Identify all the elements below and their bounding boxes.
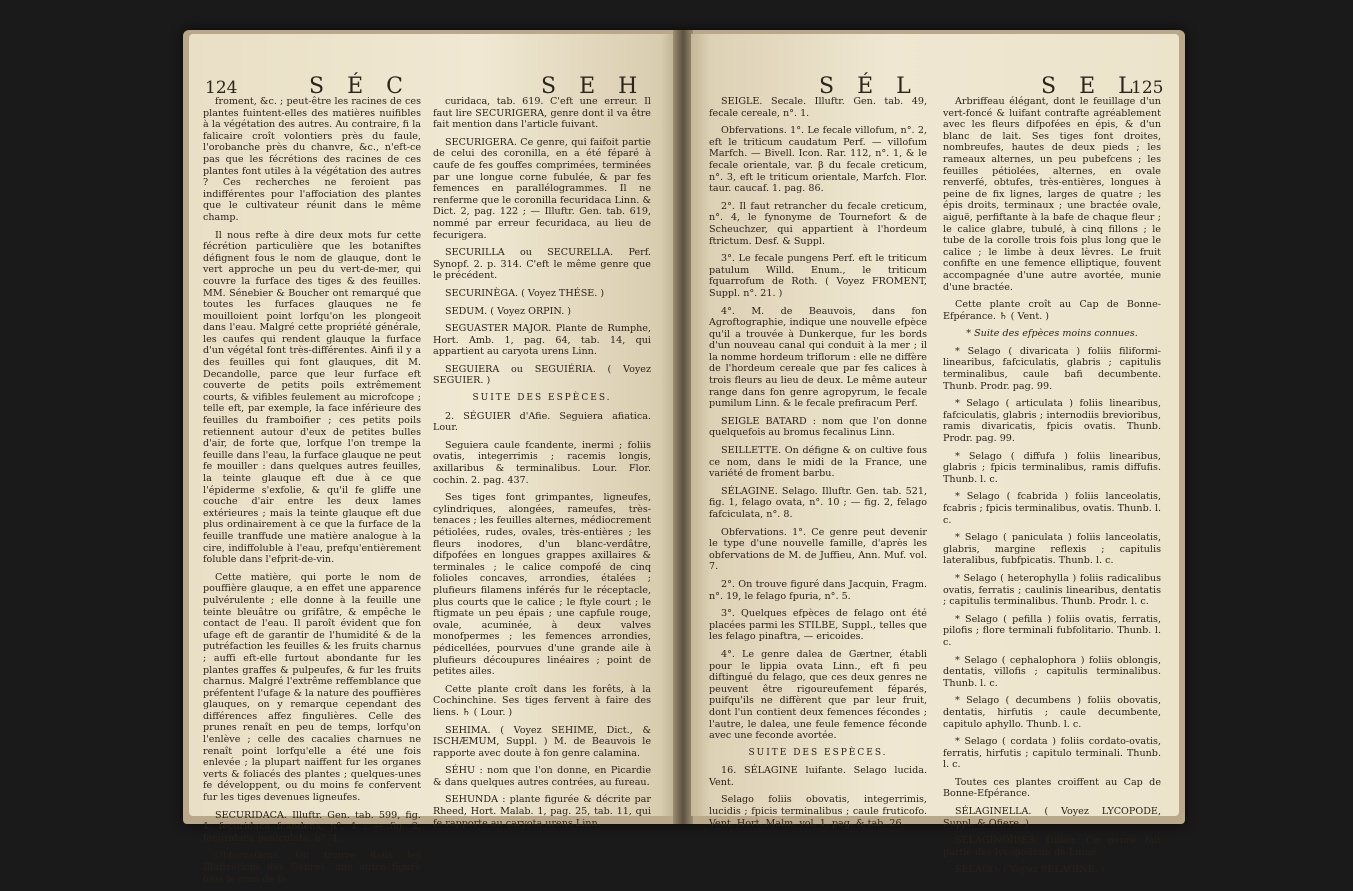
paragraph: SECURILLA ou SECURELLA. Perf. Synopf. 2. p. 314. C'eft le même genre que le précédent. bbox=[433, 247, 651, 282]
paragraph: * Suite des efpèces moins connues. bbox=[966, 328, 1138, 340]
paragraph: curidaca, tab. 619. C'eft une erreur. Il faut lire SECURIGERA, genre dont il va être fait mention dans l'article fuivant. bbox=[433, 96, 651, 131]
paragraph: Ses tiges font grimpantes, ligneufes, cylindriques, alongées, rameufes, très-tenaces ; les feuilles alternes, médiocrement pétiolées, rudes, ovales, très-entières ; les fleurs inodores, d'un blanc-verdâtre, difpofées en longues grappes axillaires & terminales ; le calice compofé de cinq folioles concaves, arrondies, étalées ; plufieurs filamens inférés fur le réceptacle, plus courts que le calice ; le ftyle court ; le ftigmate un peu épais ; une capfule rouge, ovale, acuminée, à deux valves monofpermes ; les femences arrondies, pédicellées, pourvues d'une grande aile à plufieurs découpures linéaires ; point de petites ailes. bbox=[433, 492, 651, 678]
paragraph: Cette matière, qui porte le nom de pouffière glauque, a en effet une apparence pulvérulente ; elle donne à la feuille une teinte bleuâtre ou grifâtre, & empêche le contact de l'eau. Il paroît évident que fon ufage eft de garantir de l'humidité & de la putréfaction les feuilles & les fruits charnus ; auffi eft-elle furtout abondante fur les plantes graffes & pulpeufes, & fur les fruits charnus. Malgré l'extrême reffemblance que préfentent l'ufage & la nature des pouffières glauques, on y remarque cependant des différences affez fingulières. Celle des prunes renaît en peu de temps, lorfqu'on l'enlève ; celle des cacalies charnues ne renaît point lorfqu'elle a été une fois enlevée ; la plupart naiffent fur les organes verts & foliacés des plantes ; quelques-unes fe développent, ou du moins fe confervent fur les tiges devenues ligneufes. bbox=[203, 571, 421, 804]
paragraph: Seguiera caule fcandente, inermi ; foliis ovatis, integerrimis ; racemis longis, axillaribus & terminalibus. Lour. Flor. cochin. 2. pag. 437. bbox=[433, 439, 651, 486]
left-header-left: S É C bbox=[309, 74, 411, 99]
paragraph: SÉHU : nom que l'on donne, en Picardie & dans quelques autres contrées, au fureau. bbox=[433, 765, 651, 788]
paragraph: SUITE DES ESPÈCES. bbox=[472, 393, 612, 404]
left-column-2 bbox=[433, 96, 651, 835]
paragraph: SÉLAGINELLA. ( Voyez LYCOPODE, Suppl. & Ofiere. ) bbox=[943, 806, 1161, 829]
paragraph: SÉLAGINOÏDES. Dillen. Ce genre fait partie des lycopodium de Linné. bbox=[943, 835, 1161, 858]
right-column-1 bbox=[709, 96, 927, 835]
paragraph: * Selago ( cordata ) foliis cordato-ovatis, ferratis, hirfutis ; capitulo terminali. Thunb. l. c. bbox=[943, 736, 1161, 771]
paragraph: SEIGLE. Secale. Illuftr. Gen. tab. 49, fecale cereale, n°. 1. bbox=[709, 96, 927, 119]
left-column-1 bbox=[203, 96, 421, 891]
left-page bbox=[189, 34, 675, 885]
paragraph: 2°. On trouve figuré dans Jacquin, Fragm. n°. 19, le felago fpuria, n°. 5. bbox=[709, 578, 927, 602]
paragraph: Arbriffeau élégant, dont le feuillage d'un vert-foncé & luifant contrafte agréablement avec les fleurs difpofées en épis, & d'un blanc de lait. Ses tiges font droites, nombreufes, hautes de deux pieds ; les rameaux alternes, un peu pubefcens ; les feuilles pétiolées, alternes, en ovale renverfé, obtufes, très-entières, longues à peine de fix lignes, larges de quatre ; les épis droits, terminaux ; une bractée ovale, aiguë, perfiftante à la bafe de chaque fleur ; le calice glabre, tubulé, à cinq fillons ; le tube de la corolle trois fois plus long que le calice ; le limbe à deux lèvres. Le fruit confifte en une femence elliptique, fouvent accompagnée d'une autre avortée, munie d'une bractée. bbox=[943, 96, 1161, 293]
right-page bbox=[691, 34, 1179, 876]
paragraph: SEILLETTE. On défigne & on cultive fous ce nom, dans le midi de la France, une variété de froment barbu. bbox=[709, 445, 927, 480]
paragraph: SEGUASTER MAJOR. Plante de Rumphe, Hort. Amb. 1, pag. 64, tab. 14, qui appartient au caryota urens Linn. bbox=[433, 323, 651, 358]
paragraph: 16. SÉLAGINE luifante. Selago lucida. Vent. bbox=[709, 765, 927, 788]
paragraph: Obfervations. 1°. Ce genre peut devenir le type d'une nouvelle famille, d'après les obfervations de M. de Juffieu, Ann. Muf. vol. 7. bbox=[709, 526, 927, 573]
right-header-left: S É L bbox=[819, 74, 919, 99]
paragraph: Obfervations. On trouve dans les Illuftrations des Genres, une autre figure fous le nom de fe- bbox=[203, 850, 421, 885]
paragraph: * Selago ( decumbens ) foliis obovatis, dentatis, hirfutis ; caule decumbente, capitulo aphyllo. Thunb. l. c. bbox=[943, 695, 1161, 730]
paragraph: Obfervations. 1°. Le fecale villofum, n°. 2, eft le triticum caudatum Perf. — villofum Marfch. — Bivell. Icon. Rar. 112, n°. 1, & le fecale orientale, var. β du fecale creticum, n°. 3, eft le triticum orientale, Marfch. Flor. taur. caucaf. 1. pag. 86. bbox=[709, 125, 927, 195]
paragraph: 2. SÉGUIER d'Afie. Seguiera afiatica. Lour. bbox=[433, 410, 651, 434]
paragraph: 2°. Il faut retrancher du fecale creticum, n°. 4, le fynonyme de Tournefort & de Scheuchzer, qui appartient à l'hordeum ftrictum. Desf. & Suppl. bbox=[709, 200, 927, 247]
paragraph: 4°. M. de Beauvois, dans fon Agroftographie, indique une nouvelle efpèce qu'il a trouvée à Dunkerque, fur les bords d'un nouveau canal qui conduit à la mer ; il la nomme hordeum triflorum : elle ne diffère de l'hordeum cereale que par fes calices à trois fleurs au lieu de deux. Le même auteur range dans fon genre agropyrum, le fecale pumilum Linn. & le fecale prefiracum Perf. bbox=[709, 305, 927, 410]
paragraph: * Selago ( divaricata ) foliis filiformi-linearibus, fafciculatis, glabris ; capitulis terminalibus, caule bafi decumbente. Thunb. Prodr. pag. 99. bbox=[943, 345, 1161, 392]
paragraph: SÉLAGINE. Selago. Illuftr. Gen. tab. 521, fig. 1, felago ovata, n°. 10 ; — fig. 2, felago fafciculata, n°. 8. bbox=[709, 485, 927, 520]
paragraph: SUITE DES ESPÈCES. bbox=[748, 747, 888, 758]
paragraph: froment, &c. ; peut-être les racines de ces plantes fuintent-elles des matières nuifibles à la végétation des autres. Au contraire, fi la falicaire croît volontiers près du faule, l'orobanche près du chanvre, &c., n'eft-ce pas que les fécrétions des racines de ces plantes font utiles à la végétation des autres ? Ces recherches ne feroient pas indifférentes pour l'affociation des plantes que le cultivateur réunit dans le même champ. bbox=[203, 96, 421, 223]
paragraph: * Selago ( heterophylla ) foliis radicalibus ovatis, ferratis ; caulinis linearibus, dentatis ; capitulis terminalibus. Thunb. Prodr. l. c. bbox=[943, 572, 1161, 608]
paragraph: * Selago ( cephalophora ) foliis oblongis, dentatis, villofis ; capitulis terminalibus. Thunb. l. c. bbox=[943, 654, 1161, 689]
paragraph: * Selago ( fcabrida ) foliis lanceolatis, fcabris ; fpicis terminalibus, ovatis. Thunb. l. c. bbox=[943, 491, 1161, 526]
paragraph: Il nous refte à dire deux mots fur cette fécrétion particulière que les botaniftes défignent fous le nom de glauque, dont le vert approche un peu du vert-de-mer, qui couvre la furface des tiges & des feuilles. MM. Sénebier & Boucher ont remarqué que toutes les furfaces glauques ne fe mouilloient point lorfqu'on les plongeoit dans l'eau. Malgré cette propriété générale, les caufes qui rendent glauque la furface d'un végétal font très-différentes. Ainfi il y a des feuilles qui font glauques, dit M. Decandolle, parce que leur furface eft couverte de petits poils extrêmement courts, & vifibles feulement au microfcope ; telle eft, par exemple, la face inférieure des feuilles du framboifier ; ces petits poils retiennent autour d'eux de petites bulles d'air, de forte que, lorfque l'on trempe la feuille dans l'eau, la furface glauque ne peut fe mouiller : dans quelques autres feuilles, la teinte glauque eft due à ce que l'épiderme s'exfolie, & qu'il fe gliffe une couche d'air entre les deux lames extérieures ; mais la teinte glauque eft due plus ordinairement à ce que la furface de la feuille tranffude une matière analogue à la cire, indiffoluble à l'eau, prefqu'entièrement foluble dans l'efprit-de-vin. bbox=[203, 229, 421, 566]
paragraph: Toutes ces plantes croiffent au Cap de Bonne-Efpérance. bbox=[943, 776, 1161, 800]
paragraph: 4°. Le genre dalea de Gærtner, établi pour le lippia ovata Linn., eft fi peu diftingué du felago, que ces deux genres ne peuvent être rigoureufement féparés, puifqu'ils ne diffèrent que par leur fruit, dont l'un contient deux femences fécondes ; l'autre, le dalea, une feule femence féconde avec une feconde avortée. bbox=[709, 648, 927, 742]
left-header-right: S E H bbox=[541, 74, 646, 99]
paragraph: 3°. Quelques efpèces de felago ont été placées parmi les STILBE, Suppl., telles que les felago pinaftra, — ericoides. bbox=[709, 608, 927, 643]
book-gutter bbox=[673, 30, 693, 824]
paragraph: Cette plante croît au Cap de Bonne-Efpérance. ♄ ( Vent. ) bbox=[943, 299, 1161, 322]
right-header-right: S E L bbox=[1041, 74, 1141, 99]
paragraph: SEHUNDA : plante figurée & décrite par Rheed, Hort. Malab. 1, pag. 25, tab. 11, qui fe rapporte au caryota urens Linn. bbox=[433, 794, 651, 829]
paragraph: SECURIDACA. Illuftr. Gen. tab. 599, fig. 1, fecuridaca fcandens, n°. 1 ; — fig. 2, fecuridaca paniculata, n°. 4. bbox=[203, 809, 421, 844]
paragraph: SEDUM. ( Voyez ORPIN. ) bbox=[445, 305, 572, 317]
right-column-2 bbox=[943, 96, 1161, 882]
left-page-number: 124 bbox=[205, 78, 238, 98]
paragraph: SELAGO. ( Voyez SÉLAGINE. ) bbox=[955, 864, 1105, 876]
paragraph: SEHIMA. ( Voyez SEHIME, Dict., & ISCHÆMUM, Suppl. ) M. de Beauvois le rapporte avec doute à fon genre calamina. bbox=[433, 724, 651, 759]
paragraph: * Selago ( diffufa ) foliis linearibus, glabris ; fpicis terminalibus, ramis diffufis. Thunb. l. c. bbox=[943, 450, 1161, 485]
right-page-number: 125 bbox=[1131, 78, 1164, 98]
paragraph: SECURIGERA. Ce genre, qui faifoit partie de celui des coronilla, en a été féparé à caufe de fes gouffes comprimées, terminées par une longue corne fubulée, & par fes femences en parallélogrammes. Il ne renferme que le coronilla fecuridaca Linn. & Dict. 2, pag. 122 ; — Illuftr. Gen. tab. 619, nommé par erreur fecuridaca, au lieu de fecurigera. bbox=[433, 136, 651, 241]
paragraph: * Selago ( articulata ) foliis linearibus, fafciculatis, glabris ; internodiis brevioribus, ramis divaricatis, fpicis ovatis. Thunb. Prodr. pag. 99. bbox=[943, 398, 1161, 445]
paragraph: Selago foliis obovatis, integerrimis, lucidis ; fpicis terminalibus ; caule fruticofo. Vent. Hort. Malm. vol. 1. pag. & tab. 26. bbox=[709, 794, 927, 829]
paragraph: 3°. Le fecale pungens Perf. eft le triticum patulum Willd. Enum., le triticum fquarrofum de Roth. ( Voyez FROMENT, Suppl. n°. 21. ) bbox=[709, 253, 927, 299]
paragraph: * Selago ( paniculata ) foliis lanceolatis, glabris, margine reflexis ; capitulis lateralibus, fubfpicatis. Thunb. l. c. bbox=[943, 532, 1161, 567]
paragraph: * Selago ( pefilla ) foliis ovatis, ferratis, pilofis ; flore terminali fubfolitario. Thunb. l. c. bbox=[943, 613, 1161, 648]
paragraph: SEGUIERA ou SEGUIÉRIA. ( Voyez SEGUIER. ) bbox=[433, 363, 651, 387]
paragraph: Cette plante croît dans les forêts, à la Cochinchine. Ses tiges fervent à faire des liens. ♄ ( Lour. ) bbox=[433, 683, 651, 718]
book-spread bbox=[183, 30, 1185, 885]
paragraph: SEIGLE BATARD : nom que l'on donne quelquefois au bromus fecalinus Linn. bbox=[709, 415, 927, 439]
paragraph: SECURINÈGA. ( Voyez THÉSE. ) bbox=[445, 287, 605, 299]
